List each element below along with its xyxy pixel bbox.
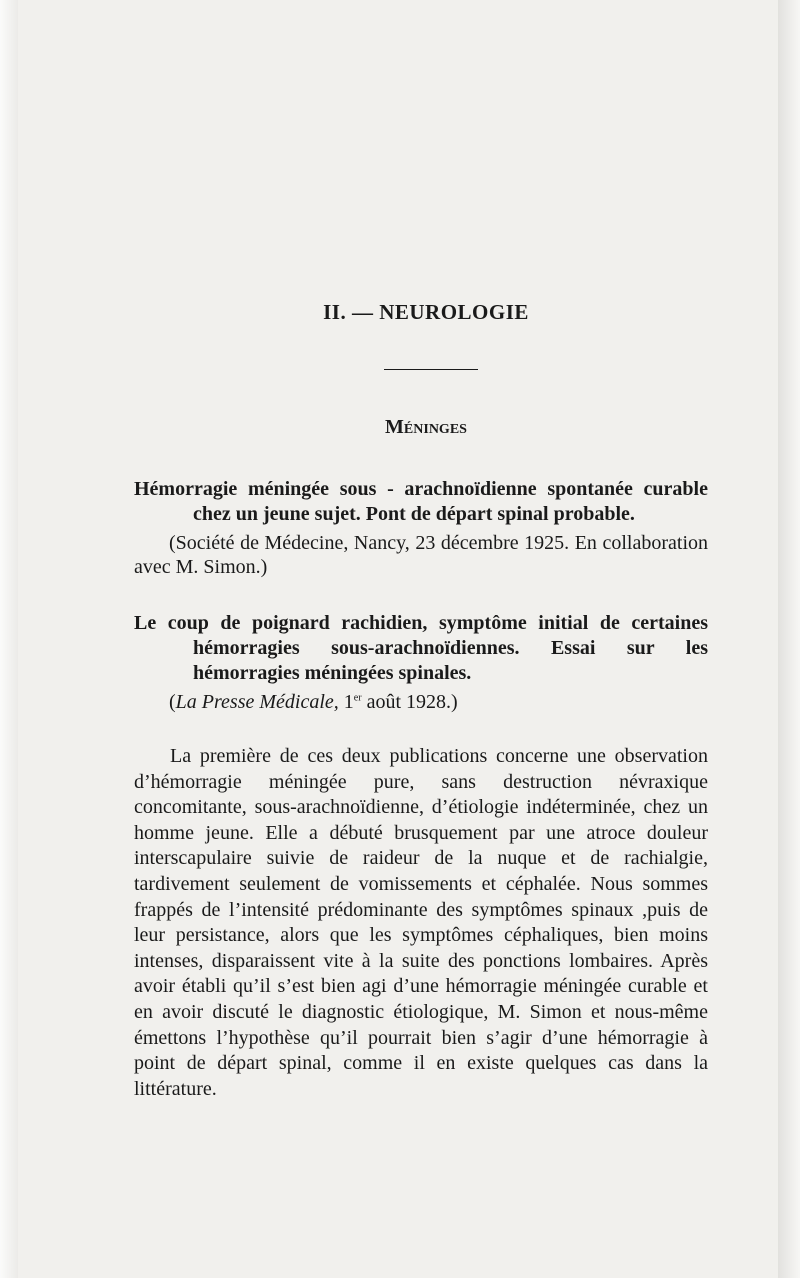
- section-heading: II. — NEUROLOGIE: [323, 300, 529, 324]
- subsection-heading: Méninges: [385, 416, 467, 438]
- publication-entry: [134, 477, 708, 579]
- section-divider: [384, 369, 478, 370]
- publication-reference: (Société de Médecine, Nancy, 23 décembre 1925. En collaboration avec M. Simon.): [134, 532, 708, 578]
- publication-title: Hémorragie méningée sous - arachnoïdienne spontanée curable chez un jeune sujet. Pont de départ spinal probable.: [134, 478, 708, 525]
- publication-entry: [134, 611, 708, 714]
- reference-superscript: er: [353, 692, 362, 704]
- reference-date: août 1928.): [361, 691, 458, 713]
- reference-day: 1: [338, 691, 354, 713]
- publication-reference: [134, 690, 708, 714]
- body-paragraph: La première de ces deux publications concerne une observation d’hémorragie méningée pure, sans destruction névraxique concomitante, sous-arachnoïdienne, d’étiologie indéterminée, chez un homme jeune. Elle a débuté brusquement par une atroce douleur interscapulaire suivie de raideur de la nuque et de rachialgie, tardivement seulement de vomissements et céphalée. Nous sommes frappés de l’intensité prédominante des symptômes spinaux ,puis de leur persistance, alors que les symptômes céphaliques, bien moins intenses, disparaissent vite à la suite des ponctions lombaires. Après avoir établi qu’il s’est bien agi d’une hémorragie méningée curable et en avoir discuté le diagnostic étiologique, M. Simon et nous-même émettons l’hypothèse qu’il pourrait bien s’agir d’une hémorragie à point de départ spinal, comme il en existe quelques cas dans la littérature.: [134, 745, 708, 1100]
- publication-title: Le coup de poignard rachidien, symptôme initial de certaines hémorragies sous-arachnoïdiennes. Essai sur les hémorragies méningées spinales.: [134, 612, 708, 684]
- reference-journal: La Presse Médicale,: [175, 691, 339, 713]
- page-content: [134, 300, 708, 1102]
- reference-open: (: [169, 691, 176, 713]
- page-right-edge: [778, 0, 800, 1278]
